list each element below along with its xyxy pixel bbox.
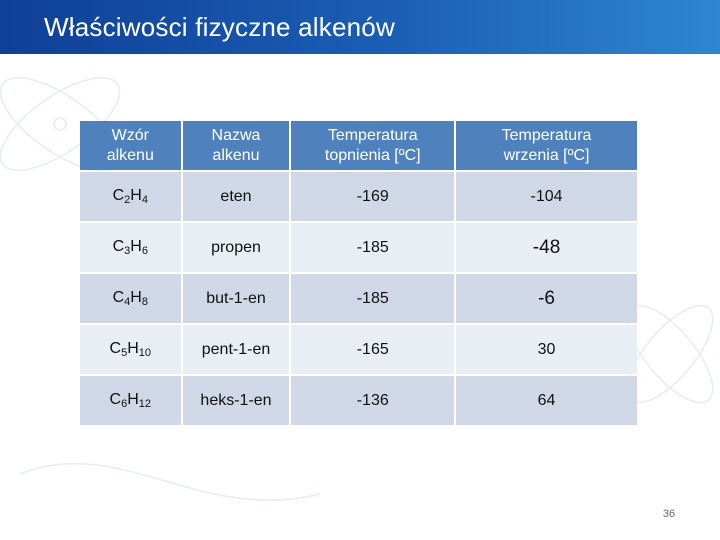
deco-curve-bottom — [20, 464, 320, 501]
formula-cell: $C_6H_{12}$ — [80, 376, 181, 425]
table-row — [80, 223, 637, 272]
melting-cell: -136 — [291, 376, 454, 425]
name-cell: heks-1-en — [183, 376, 290, 425]
name-cell: but-1-en — [183, 274, 290, 323]
name-cell: propen — [183, 223, 290, 272]
page-number: 36 — [662, 508, 676, 520]
table-row — [80, 325, 637, 374]
title-bar — [0, 0, 720, 54]
boiling-cell: 64 — [456, 376, 637, 425]
melting-cell: -165 — [291, 325, 454, 374]
header-formula: Wzór alkenu — [80, 121, 181, 170]
header-melting-point: Temperatura topnienia [ºC] — [291, 121, 454, 170]
formula-cell: $C_5H_{10}$ — [80, 325, 181, 374]
formula-cell: $C_4H_8$ — [80, 274, 181, 323]
deco-nucleus-left — [54, 118, 66, 130]
boiling-cell: -6 — [456, 274, 637, 323]
slide-title: Właściwości fizyczne alkenów — [44, 12, 395, 42]
boiling-cell: -48 — [456, 223, 637, 272]
melting-cell: -185 — [291, 223, 454, 272]
alkenes-table — [78, 119, 639, 427]
table-header-row — [80, 121, 637, 170]
name-cell: pent-1-en — [183, 325, 290, 374]
table-row — [80, 376, 637, 425]
table-row — [80, 274, 637, 323]
melting-cell: -185 — [291, 274, 454, 323]
boiling-cell: 30 — [456, 325, 637, 374]
formula-cell: $C_3H_6$ — [80, 223, 181, 272]
name-cell: eten — [183, 172, 290, 221]
formula-cell: $C_2H_4$ — [80, 172, 181, 221]
table-row — [80, 172, 637, 221]
header-name: Nazwa alkenu — [183, 121, 290, 170]
melting-cell: -169 — [291, 172, 454, 221]
header-boiling-point: Temperatura wrzenia [ºC] — [456, 121, 637, 170]
boiling-cell: -104 — [456, 172, 637, 221]
